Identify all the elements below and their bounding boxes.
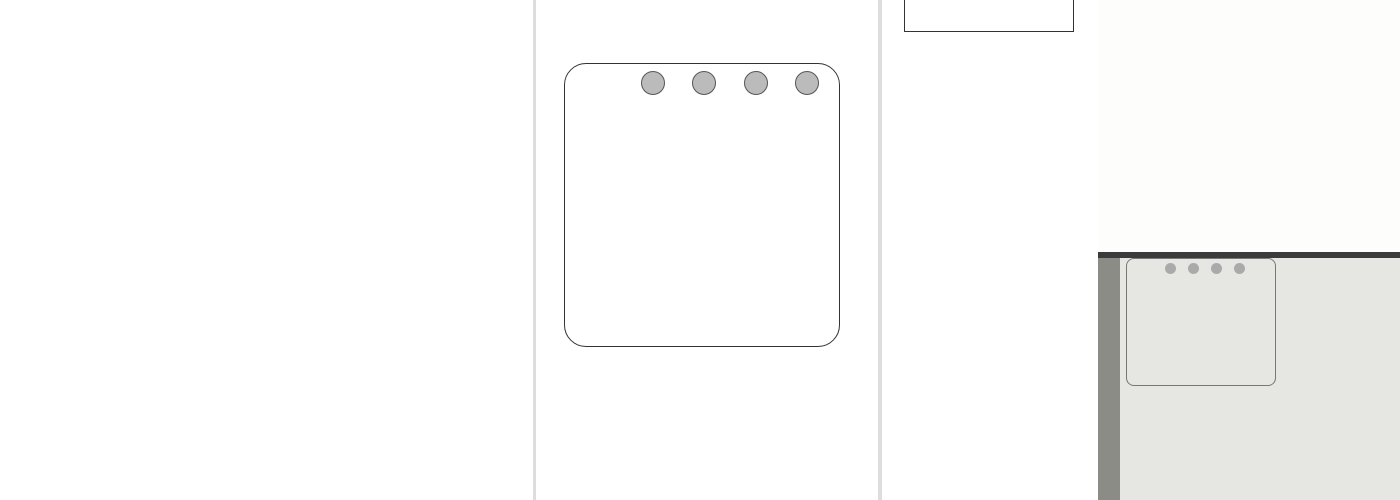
pizza-size (679, 71, 731, 102)
menu-page-left (0, 0, 278, 500)
pizza-size-circle-icon (692, 71, 716, 95)
photo-shadow (1098, 258, 1120, 500)
photo-pizza-box (1126, 258, 1276, 386)
hand-tossed-pizza-box (564, 63, 840, 347)
size-circle-icon (1165, 263, 1176, 274)
pizza-size-circle-icon (795, 71, 819, 95)
menu-photo-bottom (1098, 258, 1400, 500)
size-circle-icon (1234, 263, 1245, 274)
photo-appetizers (1284, 258, 1394, 386)
pizza-sizes (627, 71, 833, 102)
pizza-size-circle-icon (641, 71, 665, 95)
photo-menu-page (1120, 258, 1400, 500)
pizza-size (782, 71, 834, 102)
calzone-specialties (560, 347, 876, 348)
pizza-size-circle-icon (744, 71, 768, 95)
pizza-size (627, 71, 679, 102)
size-circle-icon (1211, 263, 1222, 274)
menu-page-appetizers (882, 0, 1098, 500)
menu-page-pizza (536, 0, 878, 500)
address-box (904, 0, 1074, 32)
menu-photos (1098, 0, 1400, 500)
appetizers-column (882, 55, 1094, 58)
pizza-size (730, 71, 782, 102)
menu-photo-top (1098, 0, 1400, 252)
menu-page-chicken-seafood (278, 0, 533, 500)
size-circle-icon (1188, 263, 1199, 274)
photo-size-circles (1159, 262, 1271, 275)
